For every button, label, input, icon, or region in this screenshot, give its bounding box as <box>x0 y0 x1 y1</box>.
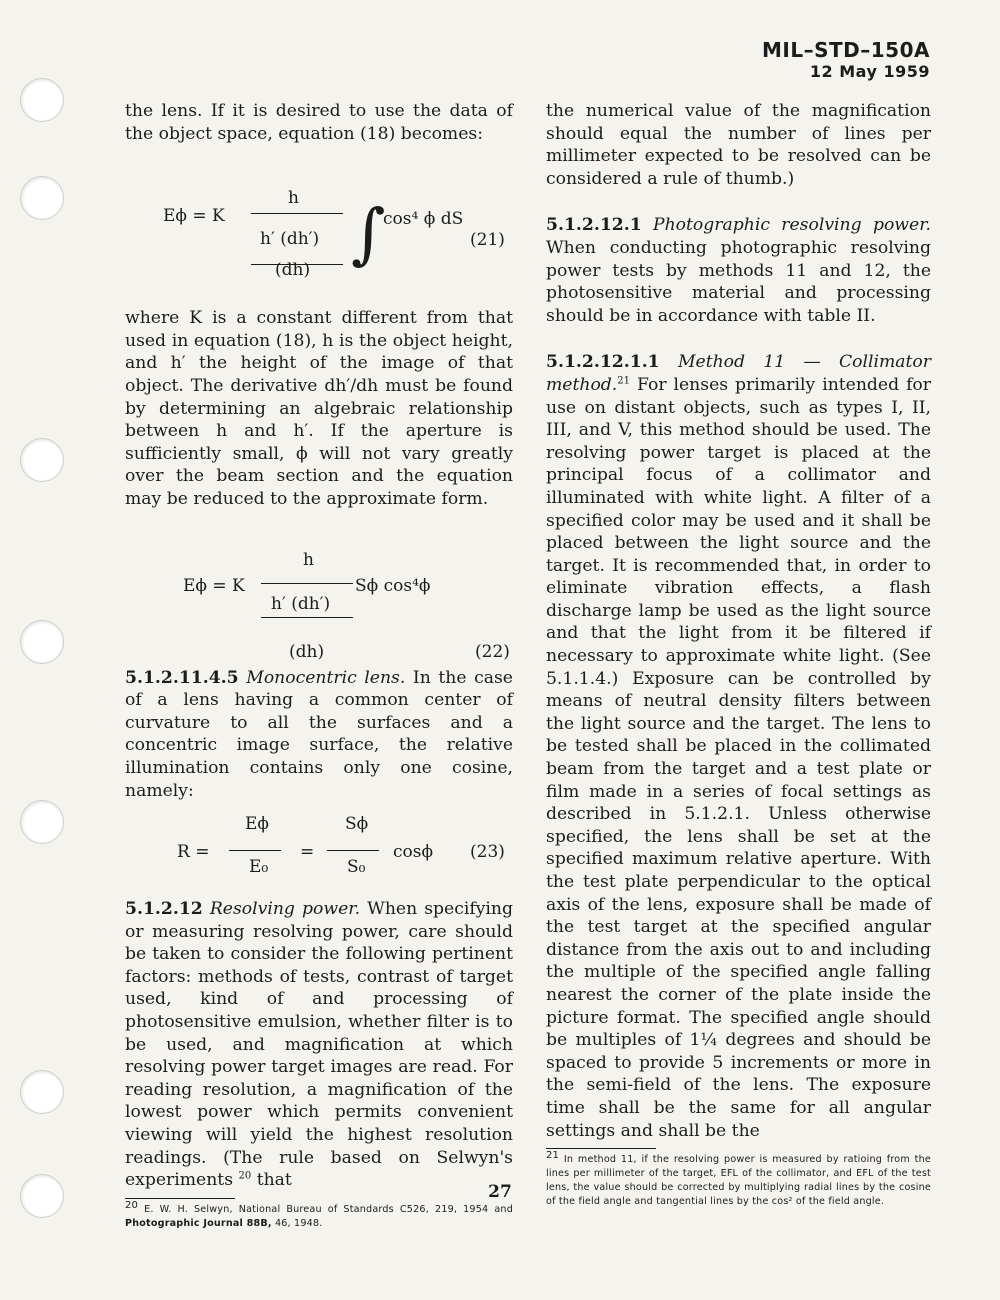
eq-numerator: Eϕ <box>245 814 269 835</box>
eq-lhs: Eϕ = K <box>163 206 225 227</box>
left-column <box>125 100 513 1231</box>
page-number: 27 <box>488 1182 512 1202</box>
equation-21 <box>125 151 513 273</box>
eq-numerator: h <box>288 188 299 209</box>
eq-equals: = <box>300 842 315 863</box>
eq-lhs: Eϕ = K <box>183 575 245 596</box>
fraction-bar <box>229 850 281 851</box>
eq-integrand: cos⁴ ϕ dS <box>383 209 464 230</box>
standard-number: MIL–STD–150A <box>762 38 930 62</box>
paragraph: the numerical value of the magnification should equal the number of lines per millimeter expected to be resolved can be considered a rule of thumb.) <box>546 101 931 189</box>
equation-number: (22) <box>475 641 510 662</box>
section-collimator-method: 5.1.2.12.1.1 Method 11 — Collimator method.$^{21}$ For lenses primarily intended for use on distant objects, such as types I, II, III, and V, this method should be used. The resolving power target is placed at the principal focus of a collimator and illuminated with white light. A filter of a specified color may be used and it shall be placed between the light source and the target. It is recommended that, in order to eliminate vibration effects, a flash discharge lamp be used as the light source and that the light from it be filtered if necessary to approximate white light. (See 5.1.1.4.) Exposure can be controlled by means of neutral density filters between the light source and the target. The lens to be tested shall be placed in the collimated beam from the target and a test plate or film made in a series of focal settings as described in 5.1.2.1. Unless otherwise specified, the lens shall be set at the specified maximum relative aperture. With the test plate perpendicular to the optical axis of the lens, exposure shall be made of the test target at the specified angular distance from the axis out to and including the multiple of the specified angle falling nearest the corner of the plate inside the picture format. The specified angle should be multiples of 1¼ degrees and should be spaced to provide 5 increments or more in the semi-field of the lens. The exposure time shall be the same for all angular settings and shall be the <box>546 352 931 1141</box>
punch-hole <box>20 78 64 122</box>
right-column <box>546 100 931 1209</box>
section-title: Photographic resolving power. <box>653 215 931 236</box>
equation-23 <box>125 804 513 898</box>
punch-hole <box>20 800 64 844</box>
eq-numerator: Sϕ <box>345 814 369 835</box>
eq-middle: h′ (dh′) <box>260 229 320 250</box>
integral-sign: ∫ <box>351 195 386 273</box>
footnote-ref: 21 <box>617 375 630 387</box>
section-title: Method 11 — Collimator method. <box>546 352 931 395</box>
section-monocentric-lens: 5.1.2.11.4.5 Monocentric lens. In the case of a lens having a common center of curvature to all the surfaces and a concentric image surface, the relative illumination contains only one cosine, namely: <box>125 667 513 801</box>
equation-number: (23) <box>470 842 505 863</box>
section-title: Monocentric lens. <box>246 667 406 688</box>
standard-date: 12 May 1959 <box>809 62 930 81</box>
paragraph: the lens. If it is desired to use the data of the object space, equation (18) becomes: <box>125 101 513 144</box>
eq-denominator: (dh) <box>275 260 311 281</box>
eq-numerator: h <box>303 549 314 570</box>
section-title: Resolving power. <box>209 899 361 920</box>
fraction-bar <box>251 213 343 214</box>
section-resolving-power: 5.1.2.12 Resolving power. When specifying or measuring resolving power, care should be taken to consider the following pertinent factors: methods of tests, contrast of target used, kind of and processing of photosensitive emulsion, whether filter is to be used, and magnification at which resolving power target images are read. For reading resolution, a magnification of the lowest power which permits convenient viewing will yield the highest resolution readings. (The rule based on Selwyn's experiments $^{20}$ that <box>125 899 513 1191</box>
footnote-21: $^{21}$ In method 11, if the resolving power is measured by ratioing from the lines per millimeter of the target, EFL of the collimator, and EFL of the test lens, the value should be corrected by multiplying radial lines by the cosine of the field angle and tangential lines by the cos² of the field angle. <box>546 1149 931 1208</box>
equation-22 <box>125 517 513 667</box>
punch-hole <box>20 176 64 220</box>
eq-denominator: S₀ <box>347 857 366 878</box>
eq-denominator: E₀ <box>249 857 269 878</box>
paragraph: where K is a constant different from that used in equation (18), h is the object height, and h′ the height of the image of that object. The derivative dh′/dh must be found by determining an algebraic relationship between h and h′. If the aperture is sufficiently small, ϕ will not vary greatly over the beam section and the equation may be reduced to the approximate form. <box>125 308 513 509</box>
fraction-bar <box>327 850 379 851</box>
eq-lhs: R = <box>177 842 210 863</box>
punch-hole <box>20 438 64 482</box>
eq-denominator: (dh) <box>289 641 325 662</box>
footnote-rule <box>546 1148 656 1149</box>
document-header <box>762 38 930 81</box>
equation-number: (21) <box>470 230 505 251</box>
section-photographic-resolving-power: 5.1.2.12.1 Photographic resolving power. When conducting photographic resolving power tests by methods 11 and 12, the photosensitive material and processing should be in accordance with table II. <box>546 215 931 326</box>
punch-hole <box>20 1070 64 1114</box>
eq-middle: h′ (dh′) <box>271 593 331 614</box>
punch-hole <box>20 620 64 664</box>
fraction-bar <box>261 583 353 584</box>
footnote-20: $^{20}$ E. W. H. Selwyn, National Bureau of Standards C526, 219, 1954 and Photographic Journal 88B, 46, 1948. <box>125 1199 513 1229</box>
eq-rhs: cosϕ <box>393 842 434 863</box>
fraction-bar <box>261 617 353 618</box>
eq-rhs: Sϕ cos⁴ϕ <box>355 575 431 596</box>
footnote-ref: 20 <box>238 1170 252 1182</box>
